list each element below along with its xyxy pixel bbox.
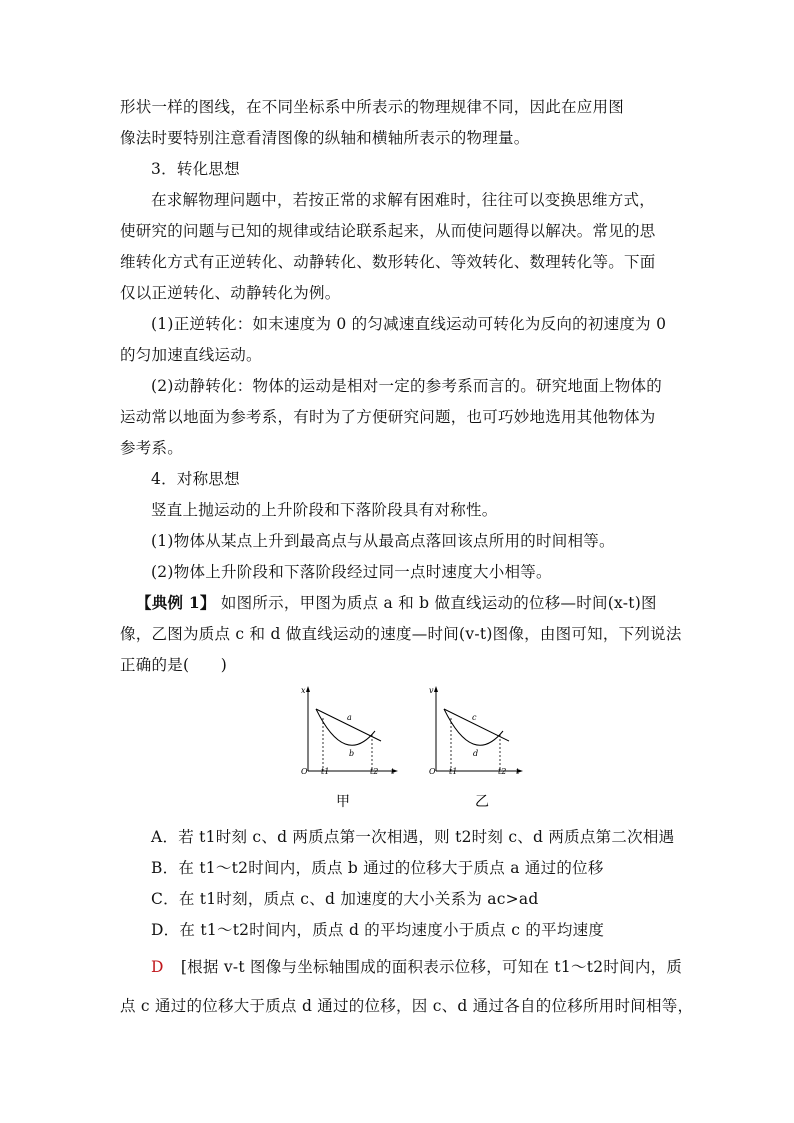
paragraph-line: 使研究的问题与已知的规律或结论联系起来，从而使问题得以解决。常见的思 <box>120 222 656 240</box>
y-arrow <box>306 686 310 692</box>
paragraph-line: (1)正逆转化：如末速度为 0 的匀减速直线运动可转化为反向的初速度为 0 <box>151 315 667 333</box>
option-c: C．在 t1时刻，质点 c、d 加速度的大小关系为 ac>ad <box>151 890 539 908</box>
curve-label-b: b <box>349 749 355 758</box>
x-label: t <box>516 767 520 776</box>
t2-label: t2 <box>370 767 379 776</box>
example-question-line-2: 像，乙图为质点 c 和 d 做直线运动的速度—时间(v-t)图像，由图可知，下列说法 <box>120 625 682 643</box>
t1-label: t1 <box>449 767 458 776</box>
caption-left: 甲 <box>336 794 350 810</box>
y-label: v <box>429 686 434 695</box>
figure-svg <box>290 683 530 813</box>
example-question-line-3: 正确的是( ) <box>120 656 228 674</box>
graph-left <box>301 686 398 810</box>
paragraph-line: (2)物体上升阶段和下落阶段经过同一点时速度大小相等。 <box>151 563 552 581</box>
caption-right: 乙 <box>475 794 489 810</box>
paragraph-line: 维转化方式有正逆转化、动静转化、数形转化、等效转化、数理转化等。下面 <box>120 253 656 271</box>
curve-label-a: a <box>347 713 352 722</box>
origin-label: O <box>301 767 308 776</box>
paragraph-line: (2)动静转化：物体的运动是相对一定的参考系而言的。研究地面上物体的 <box>151 377 662 395</box>
curve-label-d: d <box>473 749 479 758</box>
option-b: B．在 t1～t2时间内，质点 b 通过的位移大于质点 a 通过的位移 <box>151 859 604 877</box>
example-q1: 如图所示，甲图为质点 a 和 b 做直线运动的位移—时间(x-t)图 <box>220 594 657 612</box>
curve-b <box>316 709 375 745</box>
paragraph-line: 运动常以地面为参考系，有时为了方便研究问题，也可巧妙地选用其他物体为 <box>120 408 656 426</box>
curve-label-c: c <box>472 713 477 722</box>
example-question-line-1 <box>136 593 696 613</box>
paragraph-line: 竖直上抛运动的上升阶段和下落阶段具有对称性。 <box>151 501 498 519</box>
answer-letter: D <box>151 958 164 976</box>
paragraph-line: (1)物体从某点上升到最高点与从最高点落回该点所用的时间相等。 <box>151 532 615 550</box>
paragraph-line: 像法时要特别注意看清图像的纵轴和横轴所表示的物理量。 <box>120 129 530 147</box>
paragraph-line: 在求解物理问题中，若按正常的求解有困难时，往往可以变换思维方式， <box>151 191 656 209</box>
t2-label: t2 <box>498 767 507 776</box>
y-arrow <box>434 686 438 692</box>
paragraph-line: 仅以正逆转化、动静转化为例。 <box>120 284 341 302</box>
t1-label: t1 <box>321 767 330 776</box>
x-label: t <box>391 767 395 776</box>
section-heading-4: 4．对称思想 <box>151 470 240 488</box>
option-a: A．若 t1时刻 c、d 两质点第一次相遇，则 t2时刻 c、d 两质点第二次相遇 <box>151 828 675 846</box>
answer-line-1 <box>151 957 711 977</box>
option-d: D．在 t1～t2时间内，质点 d 的平均速度小于质点 c 的平均速度 <box>151 921 605 939</box>
paragraph-line: 参考系。 <box>120 439 184 457</box>
example-tag: 【典例 1】 <box>136 593 216 612</box>
answer-line-2: 点 c 通过的位移大于质点 d 通过的位移，因 c、d 通过各自的位移所用时间相等， <box>120 997 694 1015</box>
section-heading-3: 3．转化思想 <box>151 160 240 178</box>
paragraph-line: 形状一样的图线，在不同坐标系中所表示的物理规律不同，因此在应用图 <box>120 98 625 116</box>
figure <box>290 683 530 813</box>
paragraph-line: 的匀加速直线运动。 <box>120 346 262 364</box>
y-label: x <box>301 686 306 695</box>
origin-label: O <box>429 767 436 776</box>
graph-right <box>429 686 523 810</box>
line-c <box>444 709 509 741</box>
answer-text-1: [根据 v-t 图像与坐标轴围成的面积表示位移，可知在 t1～t2时间内，质 <box>180 958 683 976</box>
